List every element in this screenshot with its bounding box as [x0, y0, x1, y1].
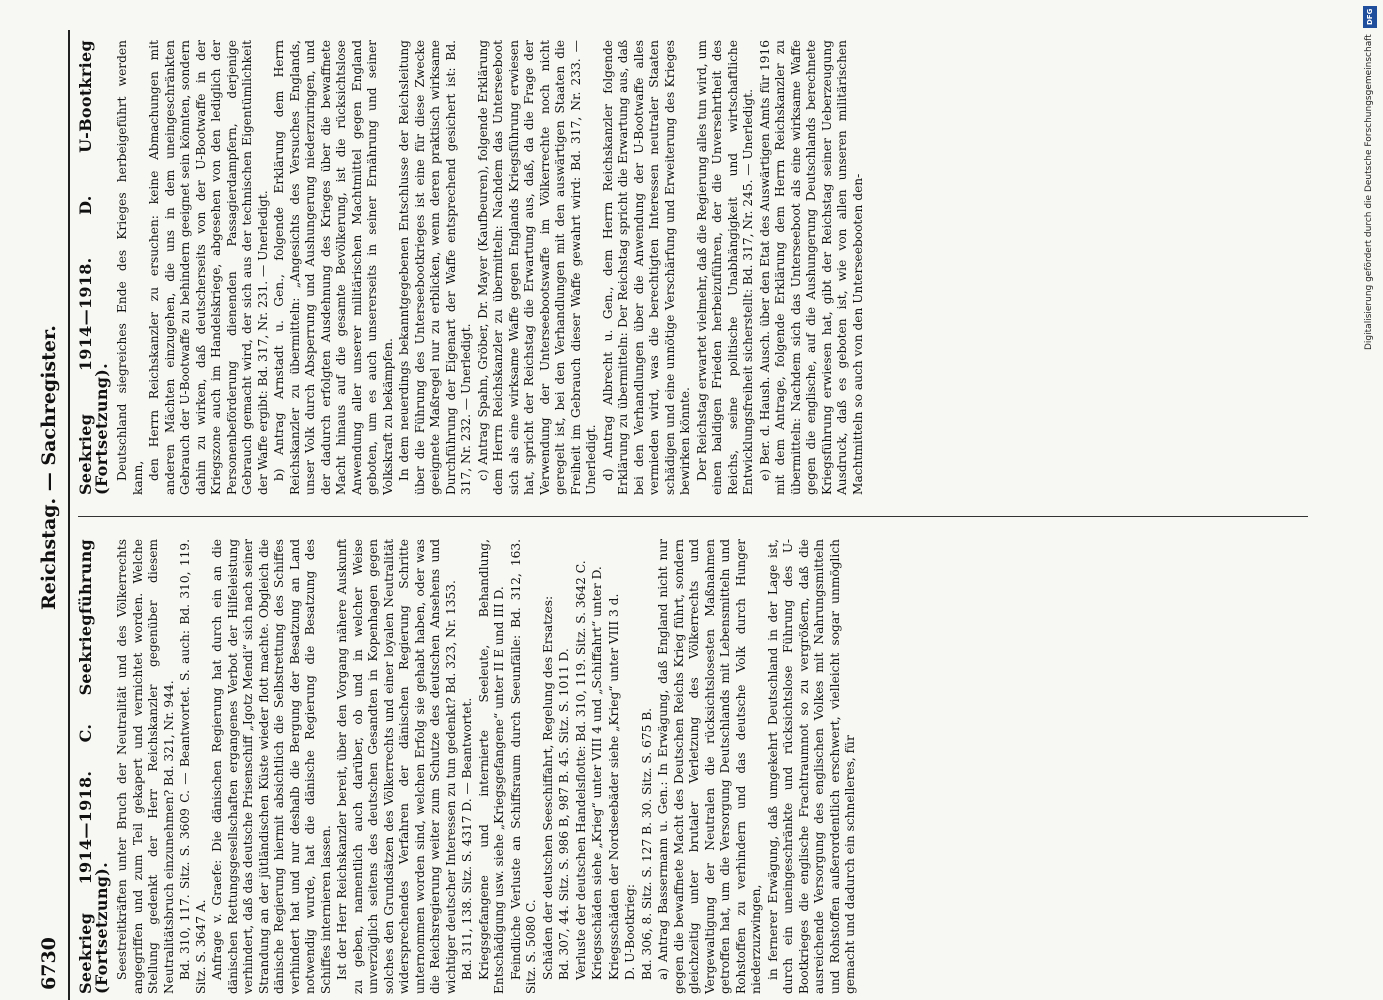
right-column-heading: Seekrieg 1914—1918. D. U-Bootkrieg (Fortsetzung).: [76, 40, 111, 495]
paragraph: in fernerer Erwägung, daß umgekehrt Deutschland in der Lage ist, durch ein uneingeschränkte und rücksichtslose Führung des U-Bootkrieges die englische Frachtraumnot so zu vergrößern, daß die ausreichende Versorgung des englischen Volkes mit Nahrungsmitteln und Rohstoffen außerordentlich erschwert, vielleicht sogar unmöglich gemacht und dadurch ein schnelleres, für: [765, 539, 857, 994]
paragraph: Seestreitkräften unter Bruch der Neutralität und des Völkerrechts angegriffen und zum Teil gekapert und vernichtet worden. Welche Stellung gedenkt der Herr Reichskanzler gegenüber diesem Neutralitätsbruch einzunehmen? Bd. 321, Nr. 944.: [115, 539, 176, 994]
paragraph: Verluste der deutschen Handelsflotte: Bd. 310, 119. Sitz. S. 3642 C.: [573, 560, 588, 980]
rotated-page: [20, 30, 1370, 1000]
paragraph: D. U-Bootkrieg:: [623, 883, 637, 980]
paragraph: Bd. 306, 8. Sitz. S. 127 B. 30. Sitz. S. 675 B.: [639, 707, 654, 980]
paragraph: In dem neuerdings bekanntgegebenen Entschlusse der Reichsleitung über die Führung des Unterseebootkrieges ist eine für diese Zwecke geeignete Maßregel nur zu erblicken, wenn deren praktisch wirksame Durchführung der Eigenart der Waffe entsprechend gesichert ist: Bd. 317, Nr. 232. — Unerledigt.: [397, 40, 473, 495]
left-column-heading: Seekrieg 1914—1918. C. Seekriegführung (Fortsetzung).: [76, 539, 111, 994]
paragraph: Kriegsschäden siehe „Krieg“ unter VIII 4 und „Schiffahrt“ unter D.: [590, 566, 604, 980]
paragraph: Ist der Herr Reichskanzler bereit, über den Vorgang nähere Auskunft zu geben, namentlich auch darüber, ob und in welcher Weise unverzüglich seitens des deutschen Gesandten in Kopenhagen gegen solches den Grundsätzen des Völkerrechts und einer loyalen Neutralität widersprechendes Verfahren der dänischen Regierung Schritte unternommen worden sind, welchen Erfolg sie gehabt haben, oder was die Reichsregierung weiter zum Schutze des deutschen Ansehens und wichtiger deutscher Interessen zu tun gedenkt? Bd. 323, Nr. 1353.: [335, 539, 458, 994]
header-divider: [68, 30, 70, 1000]
paragraph: Feindliche Verluste an Schiffsraum durch Seeunfälle: Bd. 312, 163. Sitz. S. 5080 C.: [508, 539, 538, 994]
paragraph: Kriegsgefangene und internierte Seeleute, Behandlung, Entschädigung usw. siehe „Kriegsgefangene“ unter II E und III D.: [476, 539, 506, 994]
page-title: Reichstag. — Sachregister.: [38, 325, 60, 610]
paragraph: Bd. 310, 117. Sitz. S. 3609 C. — Beantwortet. S. auch: Bd. 310, 119. Sitz. S. 3647 A.: [178, 539, 208, 994]
paragraph: a) Antrag Bassermann u. Gen.: In Erwägung, daß England nicht nur gegen die bewaffnete Macht des Deutschen Reichs Krieg führt, sondern gleichzeitig unter brutaler Verletzung des Völkerrechts und Vergewaltigung der Neutralen die rücksichtslosesten Maßnahmen getroffen hat, um die Versorgung Deutschlands mit Lebensmitteln und Rohstoffen zu verhindern und das deutsche Volk durch Hunger niederzuzwingen,: [656, 539, 763, 994]
right-column: [78, 40, 867, 495]
dfg-logo: DFG: [1363, 6, 1377, 28]
paragraph: den Herrn Reichskanzler zu ersuchen: keine Abmachungen mit anderen Mächten einzugehen, die uns in dem uneingeschränkten Gebrauch der U-Bootwaffe zu behindern geeignet sein könnten, sondern dahin zu wirken, daß deutscherseits von der U-Bootwaffe in der Kriegszone auch im Handelskriege, abgesehen von den lediglich der Personenbeförderung dienenden Passagierdampfern, derjenige Gebrauch gemacht wird, der sich aus der technischen Eigentümlichkeit der Waffe ergibt: Bd. 317, Nr. 231. — Unerledigt.: [147, 40, 270, 495]
page-header: [38, 40, 72, 990]
left-column: [78, 539, 860, 994]
paragraph: Bd. 307, 44. Sitz. S. 986 B, 987 B. 45. Sitz. S. 1011 D.: [557, 648, 571, 980]
paragraph: Deutschland siegreiches Ende des Krieges herbeigeführt werden kann,: [115, 40, 145, 495]
paragraph: e) Ber. d. Haush. Ausch. über den Etat des Auswärtigen Amts für 1916 mit dem Antrage, folgende Erklärung dem Herrn Reichskanzler zu übermitteln: Nachdem sich das Unterseeboot als eine wirksame Waffe gegen die englische, auf die Aushungerung Deutschlands berechnete Kriegsführung erwiesen hat, gibt der Reichstag seiner Ueberzeugung Ausdruck, daß es geboten ist, wie von allen unseren militärischen Machtmitteln so auch von den Unterseebooten den-: [757, 40, 865, 495]
digitization-note: Digitalisierung gefördert durch die Deutsche Forschungsgemeinschaft: [1364, 34, 1374, 350]
paragraph: Bd. 311, 138. Sitz. S. 4317 D. — Beantwortet.: [460, 697, 474, 980]
right-column-body: [115, 40, 866, 495]
column-divider: [78, 516, 1308, 517]
page-number: 6730: [38, 937, 60, 990]
paragraph: Kriegsschäden der Nordseebäder siehe „Krieg“ unter VIII 3 d.: [606, 593, 621, 980]
paragraph: b) Antrag Arnstadt u. Gen., folgende Erklärung dem Herrn Reichskanzler zu übermitteln: „Angesichts des Versuches Englands, unser Volk durch Absperrung und Aushungerung niederzuringen, und der dadurch erfolgten Ausdehnung des Krieges über die bewaffnete Macht hinaus auf die gesamte Bevölkerung, ist die rücksichtslose Anwendung aller unserer militärischen Machtmittel gegen England geboten, um es auch unsererseits in seiner Ernährung und seiner Volkskraft zu bekämpfen.: [272, 40, 395, 495]
left-column-body: [115, 539, 859, 994]
paragraph: Schäden der deutschen Seeschiffahrt, Regelung des Ersatzes:: [540, 595, 555, 980]
paragraph: d) Antrag Albrecht u. Gen., dem Herrn Reichskanzler folgende Erklärung zu übermitteln: Der Reichstag spricht die Erwartung aus, daß bei den Verhandlungen über die Anwendung der U-Bootwaffe alles vermieden wird, was die berechtigten Interessen neutraler Staaten schädigen und eine unnötige Verschärfung und Erweiterung des Krieges bewirken könnte.: [600, 40, 692, 495]
paragraph: Der Reichstag erwartet vielmehr, daß die Regierung alles tun wird, um einen baldigen Frieden herbeizuführen, der die Unversehrtheit des Reichs, seine politische Unabhängigkeit und wirtschaftliche Entwicklungsfreiheit sicherstellt: Bd. 317, Nr. 245. — Unerledigt.: [694, 40, 755, 495]
paragraph: Anfrage v. Graefe: Die dänischen Regierung hat durch ein an die dänischen Rettungsgesellschaften ergangenes Verbot der Hilfeleistung verhindert, daß das deutsche Prisenschiff „Igotz Mendi“ sich nach seiner Strandung an der jütländischen Küste wieder flott machte. Obgleich die dänische Regierung hiermit absichtlich die Selbstrettung des Schiffes verhindert hat und nur deshalb die Bergung der Besatzung an Land notwendig wurde, hat die dänische Regierung die Besatzung des Schiffes internieren lassen.: [210, 539, 333, 994]
paragraph: c) Antrag Spahn, Gröber, Dr. Mayer (Kaufbeuren), folgende Erklärung dem Herrn Reichskanzler zu übermitteln: Nachdem das Unterseeboot sich als eine wirksame Waffe gegen Englands Kriegsführung erwiesen hat, spricht der Reichstag die Erwartung aus, daß, da die Frage der Verwendung der Unterseebootswaffe im Völkerrechte noch nicht geregelt ist, bei den Verhandlungen mit den auswärtigen Staaten die Freiheit im Gebrauch dieser Waffe gewahrt wird: Bd. 317, Nr. 233. — Unerledigt.: [475, 40, 598, 495]
